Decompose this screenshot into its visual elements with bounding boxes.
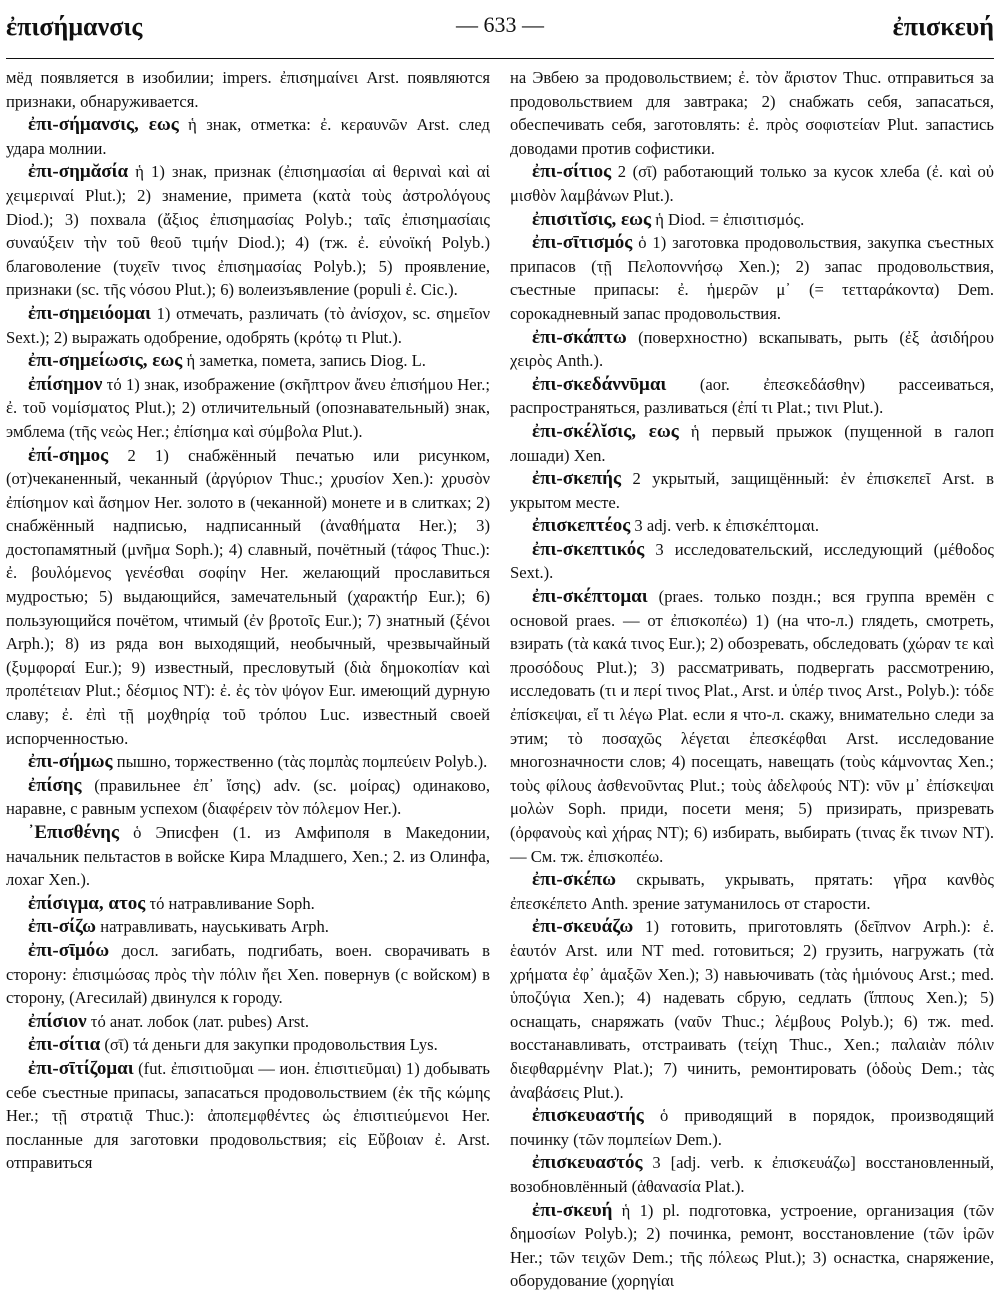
entry-definition: ἡ 1) pl. подготовка, устроение, организация (τῶν δημοσίων Polyb.); 2) починка, ремонт, восстановление (τῶν ἱρῶν Her.; τῶν τειχῶν Dem.; τῆς πόλεως Plut.); 3) оснастка, снаряжение, оборудование (χορηγίαι (510, 1200, 994, 1291)
dictionary-entry (510, 915, 994, 1104)
dictionary-entry (6, 1010, 490, 1034)
entry-definition: ὁ Эписфен (1. из Амфиполя в Македонии, начальник пельтастов в войске Кира Младшего, Xen.; 2. из Олинфа, лохаг Xen.). (6, 823, 490, 890)
entry-headword: ἐπι-σίτια (28, 1034, 101, 1056)
entry-definition: (praes. только поздн.; вся группа времён с основой praes. — от ἐπισκοπέω) 1) (на что-л.) глядеть, смотреть, взирать (τὰ κακά τινος Eur.); 2) обозревать, обследовать (χώραν τε καὶ προσόδους Plut.); 3) рассматривать, подвергать рассмотрению, исследовать (τι и περί τινος Plat., Arst. и ὑπέρ τινος Arst., Polyb.): τόδε ἐπίσκεψαι, εἴ τι λέγω Plat. если я что-л. скажу, внимательно следи за этим; τὸ ποσαχῶς λέγεται ἐπεσκέφθαι Arst. исследование многозначности слов; 4) посещать, навещать (τοὺς κάμνοντας Xen.; τοὺς φίλους ἀσθενοῦντας Plut.; τοὺς ἀδελφούς NT): νῦν μ᾽ ἐπίσκεψαι μολὼν Soph. приди, посети меня; 5) призирать, призревать (ὀρφανοὺς καὶ χήρας NT); 6) избирать, выбирать (τινας ἔκ τινων NT). — См. тж. ἐπισκοπέω. (510, 587, 994, 866)
entry-definition: (aor. ἐπεσκεδάσθην) рассеиваться, распространяться, разливаться (ἐπί τι Plat.; τινι Plut.). (510, 374, 994, 418)
dictionary-entry (6, 892, 490, 916)
dictionary-entry (6, 750, 490, 774)
entry-definition: 1) отмечать, различать (τὸ ἀνίσχον, sc. σημεῖον Sext.); 2) выражать одобрение, одобрять (κρότῳ τι Plut.). (6, 303, 490, 347)
entry-headword: ἐπι-σκεδάννῡμαι (532, 373, 667, 395)
entry-headword: ἐπισκευαστός (532, 1152, 643, 1174)
entry-headword: ἐπισκευαστής (532, 1105, 644, 1127)
entry-headword: ἐπι-σκευάζω (532, 916, 634, 938)
dictionary-entry (510, 160, 994, 207)
entry-definition: ἡ 1) знак, признак (ἐπισημασίαι αἱ θεριναὶ καὶ αἱ χειμεριναί Plut.); 2) знамение, примета (κατὰ τοὺς ἀστρολόγους Diod.); 3) похвала (ἄξιος ἐπισημασίας Polyb.; ταῖς ἐπισημασίαις συναύξειν τὴν τοῦ θεοῦ τιμήν Diod.); 4) (тж. ἐ. εὐνοϊκή Polyb.) благоволение (τυχεῖν τινος ἐπισημασίας Polyb.); 5) проявление, признаки (sc. τῆς νόσου Plut.); 6) волеизъявление (populi ἐ. Cic.). (6, 162, 490, 300)
dictionary-entry (6, 821, 490, 892)
entry-definition: ἡ заметка, помета, запись Diog. L. (182, 351, 426, 371)
entry-definition: на Эвбею за продовольствием; ἐ. τὸν ἄριστον Thuc. отправиться за продовольствием для завтрака; 2) снабжать себя, запасаться, обеспечивать себя, заготовлять: ἐ. πρὸς σοφιστείαν Plut. запастись доводами против софистики. (510, 68, 994, 158)
entry-definition: (поверхностно) вскапывать, рыть (ἐξ ἀσιδήρου χειρὸς Anth.). (510, 327, 994, 371)
entry-headword: ἐπι-σημειόομαι (28, 302, 151, 324)
dictionary-entry (6, 349, 490, 373)
left-column (6, 66, 490, 1280)
entry-definition: τό 1) знак, изображение (σκῆπτρον ἄνευ ἐπισήμου Her.; ἐ. τοῦ νομίσματος Plut.); 2) отличительный (опознавательный) знак, эмблема (τῆς νεὼς Her.; ἐπίσημα καὶ σύμβολα Plut.). (6, 374, 490, 441)
dictionary-entry (6, 915, 490, 939)
dictionary-entry (510, 1104, 994, 1151)
dictionary-entry (6, 774, 490, 821)
running-head-left: ἐπισήμανσις (6, 12, 143, 41)
entry-headword: ἐπι-σήμως (28, 751, 113, 773)
entry-headword: ἐπι-σημᾰσία (28, 161, 129, 183)
entry-headword: ἐπι-σκέλῐσις, εως (532, 420, 679, 442)
dictionary-entry (510, 1151, 994, 1198)
entry-definition: натравливать, науськивать Arph. (96, 917, 329, 937)
dictionary-entry (6, 66, 490, 113)
entry-headword: ἐπι-σῑτισμός (532, 232, 633, 254)
entry-definition: пышно, торжественно (τὰς πομπὰς πομπεύειν Polyb.). (112, 752, 488, 772)
entry-definition: 2 (σῑ) работающий только за кусок хлеба (ἐ. καὶ οὐ μισθὸν λαμβάνων Plut.). (510, 162, 994, 205)
dictionary-entry (6, 1033, 490, 1057)
dictionary-entry (6, 444, 490, 751)
entry-definition: мёд появляется в изобилии; impers. ἐπισημαίνει Arst. появляются признаки, обнаруживается. (6, 68, 490, 111)
entry-headword: ἐπίσης (28, 774, 82, 796)
entry-headword: ἐπι-σίζω (28, 916, 97, 938)
entry-headword: ἐπισκεπτέος (532, 515, 631, 537)
entry-headword: ἐπι-σῑτίζομαι (28, 1057, 134, 1079)
entry-headword: ἐπισιτῐσις, εως (532, 208, 652, 230)
entry-headword: ἐπι-σίτιος (532, 161, 612, 183)
entry-definition: скрывать, укрывать, прятать: γῆρα κανθὸς ἐπεσκέπετο Anth. зрение затуманилось от старости. (510, 870, 994, 913)
entry-definition: ὁ 1) заготовка продовольствия, закупка съестных припасов (τῇ Πελοποννήσῳ Xen.); 2) запас продовольствия, съестные припасы: ἐ. ἡμερῶν μ᾽ (= τετταράκοντα) Dem. сорокадневный запас продовольствия. (510, 233, 994, 323)
dictionary-entry (510, 373, 994, 420)
dictionary-entry (510, 538, 994, 585)
entry-headword: ἐπι-σήμανσις, εως (28, 114, 179, 136)
entry-definition: 1) готовить, приготовлять (δεῖπνον Arph.): ἐ. ἑαυτόν Arst. или NT med. готовиться; 2) грузить, нагружать (τὰ χρήματα ἐφ᾽ ἁμαξῶν Xen.); 3) навьючивать (τὰς ἡμιόνους Arst.; med. ὑποζύγια Xen.); 4) надевать сбрую, седлать (ἵππους Xen.); 5) оснащать, снаряжать (ναῦν Thuc.; λέμβους Polyb.); 6) тж. med. восстанавливать, отстраивать (τείχη Thuc., Xen.; παλαιὰν πόλιν διεφθαρμένην Plat.); 7) чинить, ремонтировать (ὁδοὺς Dem.; τὰς ἀναβάσεις Plut.). (510, 917, 994, 1102)
entry-definition: ἡ Diod. = ἐπισιτισμός. (651, 209, 805, 229)
entry-definition: τό анат. лобок (лат. pubes) Arst. (86, 1011, 310, 1031)
dictionary-entry (6, 939, 490, 1010)
entry-definition: ἡ первый прыжок (пущенной в галоп лошади) Xen. (510, 421, 995, 465)
entry-headword: ἐπι-σκέπω (532, 869, 617, 891)
page-number: — 633 — (456, 12, 544, 37)
dictionary-entry (510, 467, 994, 514)
entry-definition: (σῑ) τά деньги для закупки продовольствия Lys. (100, 1035, 438, 1055)
entry-definition: (fut. ἐπισιτιοῦμαι — ион. ἐπισιτιεῦμαι) 1) добывать себе съестные припасы, запасаться продовольствием (ἐκ τῆς κώμης Her.; τῇ στρατιᾷ Thuc.): ἀποπεμφθέντες ὡς ἐπισιτιεύμενοι Her. посланные для заготовки продовольствия; εἰς Εὔβοιαν ἐ. Arst. отправиться (6, 1058, 490, 1173)
dictionary-entry (510, 208, 994, 232)
dictionary-entry (6, 1057, 490, 1175)
entry-definition: ἡ знак, отметка: ἐ. κεραυνῶν Arst. след удара молнии. (6, 115, 490, 158)
entry-headword: ἐπι-σῑμόω (28, 939, 110, 961)
entry-definition: 3 adj. verb. к ἐπισκέπτομαι. (630, 516, 820, 536)
entry-definition: досл. загибать, подгибать, воен. сворачивать в сторону: ἐπισιμώσας πρὸς τὴν πόλιν ἤει Xen. повернув (с войском) в сторону, (Агесилай) двинулся к городу. (6, 940, 490, 1008)
dictionary-entry (510, 868, 994, 915)
right-column (510, 66, 995, 1291)
dictionary-entry (510, 231, 994, 325)
entry-headword: ἐπίσιγμα, ατος (28, 892, 146, 914)
entry-definition: (правильнее ἐπ᾽ ἴσης) adv. (sc. μοίρας) одинаково, наравне, с равным успехом (διαφέρειν τὸν πόλεμον Her.). (6, 775, 490, 819)
entry-headword: ἐπι-σκάπτω (532, 326, 627, 348)
entry-headword: ἐπί-σημος (28, 444, 109, 466)
dictionary-entry (6, 302, 490, 349)
entry-definition: 2 укрытый, защищённый: ἐν ἐπισκεπεῖ Arst. в укрытом месте. (510, 469, 994, 512)
entry-headword: ἐπι-σκεπτικός (532, 538, 645, 560)
entry-headword: ἐπι-σκεπής (532, 468, 621, 490)
entry-headword: ᾽Επισθένης (28, 822, 119, 843)
dictionary-entry (510, 585, 994, 868)
entry-headword: ἐπίσιον (28, 1010, 87, 1032)
entry-headword: ἐπι-σκευή (532, 1199, 613, 1221)
entry-definition: τό натравливание Soph. (145, 893, 315, 913)
dictionary-entry (510, 514, 994, 538)
entry-headword: ἐπίσημον (28, 373, 103, 395)
page-header (6, 12, 994, 46)
entry-definition: 2 1) снабжённый печатью или рисунком, (от)чеканенный, чеканный (ἀργύριον Thuc.; χρυσίον Xen.): χρυσὸν ἐπίσημον καὶ ἄσημον Her. золото в (чеканной) монете и в слитках; 2) снабжённый надписью, надписанный (ἀναθήματα Her.); 3) достопамятный (μνῆμα Soph.); 4) славный, почётный (τάφος Thuc.): ἐ. βουλόμενος γενέσθαι σοφίην Her. желающий прославиться мудростью; 5) выдающийся, замечательный (χαρακτήρ Eur.); 6) пользующийся почётом, чтимый (ἐν βροτοῖς Eur.); 7) знатный (ξένοι Arph.); 8) из ряда вон выходящий, необычный, чрезвычайный (ξυμφοραί Eur.); 9) известный, пресловутый (διὰ δημοκοπίαν καὶ προπέτειαν Plut.; δέσμιος NT): ἐ. ἐς τὸν ψόγον Eur. имеющий дурную славу; ἐ. ἐπὶ τῇ μοχθηρίᾳ τοῦ τρόπου Luc. известный своей испорченностью. (6, 445, 490, 748)
entry-headword: ἐπι-σκέπτομαι (532, 586, 648, 608)
dictionary-entry (510, 326, 994, 373)
dictionary-entry (510, 1199, 994, 1293)
running-head-right: ἐπισκευή (892, 12, 994, 41)
entry-headword: ἐπι-σημείωσις, εως (28, 350, 183, 372)
dictionary-entry (6, 373, 490, 444)
dictionary-entry (6, 160, 490, 302)
entry-definition: 3 исследовательский, исследующий (μέθοδος Sext.). (510, 539, 994, 583)
dictionary-entry (510, 420, 994, 467)
dictionary-entry (6, 113, 490, 160)
dictionary-entry (510, 66, 994, 160)
entry-definition: 3 [adj. verb. к ἐπισκευάζω] восстановленный, возобновлённый (ἀθανασία Plat.). (510, 1153, 994, 1196)
header-rule (6, 58, 994, 59)
entry-definition: ὁ приводящий в порядок, производящий починку (τῶν πομπείων Dem.). (510, 1106, 994, 1149)
